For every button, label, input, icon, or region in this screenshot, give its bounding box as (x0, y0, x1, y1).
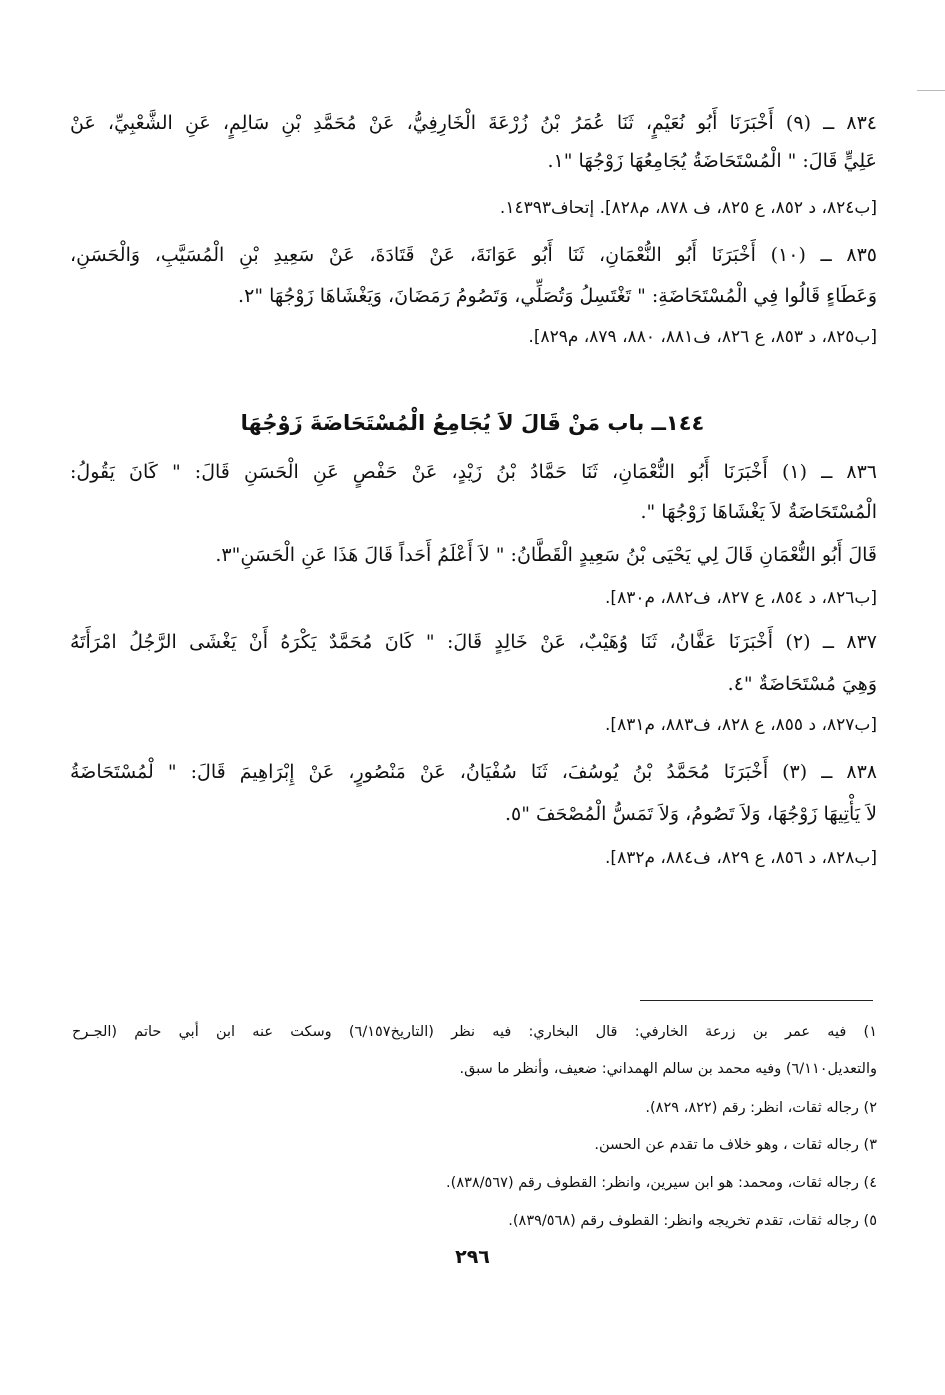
hadith-836-line-1: ٨٣٦ ــ (١) أَخْبَرَنَا أَبُو النُّعْمَانِ، ثَنَا حَمَّادُ بْنُ زَيْدٍ، عَنْ حَفْصٍ عَنِ الْحَسَنِ قَالَ: " كَانَ يَقُولُ: (70, 461, 878, 483)
hadith-834-line-2: عَلِيٍّ قَالَ: " الْمُسْتَحَاضَةُ يُجَامِعُهَا زَوْجُهَا "١. (547, 150, 877, 172)
scan-mark (917, 90, 945, 91)
hadith-838-line-1: ٨٣٨ ــ (٣) أَخْبَرَنَا مُحَمَّدُ بْنُ يُوسُفَ، ثَنَا سُفْيَانُ، عَنْ مَنْصُورٍ، عَنْ إِبْرَاهِيمَ قَالَ: " لْمُسْتَحَاضَةُ (70, 761, 877, 783)
footnote-4: ٤) رجاله ثقات، ومحمد: هو ابن سيرين، وانظر: القطوف رقم (٨٣٨/٥٦٧). (446, 1175, 877, 1191)
footnote-1-line-2: والتعديل٦/١١٠) وفيه محمد بن سالم الهمداني: ضعيف، وأنظر ما سبق. (459, 1061, 877, 1077)
hadith-834-reference: [ب٨٢٤، د ٨٥٢، ع ٨٢٥، ف ٨٧٨، م٨٢٨]. إتحاف١٤٣٩٣. (499, 198, 877, 218)
hadith-837-line-1: ٨٣٧ ــ (٢) أَخْبَرَنَا عَفَّانُ، ثَنَا وُهَيْبٌ، عَنْ خَالِدٍ قَالَ: " كَانَ مُحَمَّدٌ يَكْرَهُ أَنْ يَغْشَى الرَّجُلُ امْرَأَتَهُ (70, 631, 877, 653)
footnote-3: ٣) رجاله ثقات ، وهو خلاف ما تقدم عن الحسن. (594, 1137, 877, 1153)
page-number: ٢٩٦ (455, 1246, 490, 1268)
footnote-2: ٢) رجاله ثقات، انظر: رقم (٨٢٢، ٨٢٩). (645, 1100, 877, 1116)
hadith-834-line-1: ٨٣٤ ــ (٩) أَخْبَرَنَا أَبُو نُعَيْمٍ، ثَنَا عُمَرُ بْنُ زُرْعَةَ الْخَارِفِيُّ، عَنْ مُحَمَّدِ بْنِ سَالِمٍ، عَنِ الشَّعْبِيِّ، عَنْ (70, 112, 877, 134)
hadith-835-line-2: وَعَطَاءٍ قَالُوا فِي الْمُسْتَحَاضَةِ: " تَغْتَسِلُ وَتُصَلِّي، وَتَصُومُ رَمَضَانَ، وَيَغْشَاهَا زَوْجُهَا "٢. (238, 285, 877, 307)
hadith-835-line-1: ٨٣٥ ــ (١٠) أَخْبَرَنَا أَبُو النُّعْمَانِ، ثَنَا أَبُو عَوَانَةَ، عَنْ قَتَادَةَ، عَنْ سَعِيدِ بْنِ الْمُسَيَّبِ، وَالْحَسَنِ، (70, 244, 878, 266)
footnote-1-line-1: ١) فيه عمر بن زرعة الخارفي: قال البخاري: فيه نظر (التاريخ٦/١٥٧) وسكت عنه ابن أبي حاتم (الجـرح (72, 1024, 877, 1040)
footnote-5: ٥) رجاله ثقات، تقدم تخريجه وانظر: القطوف رقم (٨٣٩/٥٦٨). (508, 1213, 877, 1229)
hadith-836-line-2: الْمُسْتَحَاضَةُ لاَ يَغْشَاهَا زَوْجُهَا ". (640, 501, 877, 523)
footnote-separator (640, 1000, 873, 1001)
hadith-837-reference: [ب٨٢٧، د ٨٥٥، ع ٨٢٨، ف٨٨٣، م٨٣١]. (605, 715, 877, 735)
hadith-836-line-3: قَالَ أَبُو النُّعْمَانِ قَالَ لِي يَحْيَى بْنُ سَعِيدٍ الْقَطَّانُ: " لاَ أَعْلَمُ أَحَداً قَالَ هَذَا عَنِ الْحَسَنِ"٣. (215, 544, 877, 566)
hadith-837-line-2: وَهِيَ مُسْتَحَاضَةٌ "٤. (727, 673, 877, 695)
chapter-heading: ١٤٤ــ باب مَنْ قَالَ لاَ يُجَامِعُ الْمُسْتَحَاضَةَ زَوْجُهَا (240, 411, 705, 435)
hadith-838-reference: [ب٨٢٨، د ٨٥٦، ع ٨٢٩، ف٨٨٤، م٨٣٢]. (605, 848, 877, 868)
hadith-838-line-2: لاَ يَأْتِيهَا زَوْجُهَا، وَلاَ تَصُومُ، وَلاَ تَمَسُّ الْمُصْحَفَ "٥. (504, 803, 877, 825)
hadith-836-reference: [ب٨٢٦، د ٨٥٤، ع ٨٢٧، ف٨٨٢، م٨٣٠]. (605, 588, 877, 608)
hadith-835-reference: [ب٨٢٥، د ٨٥٣، ع ٨٢٦، ف٨٨١، ٨٨٠، ٨٧٩، م٨٢٩]. (528, 327, 877, 347)
